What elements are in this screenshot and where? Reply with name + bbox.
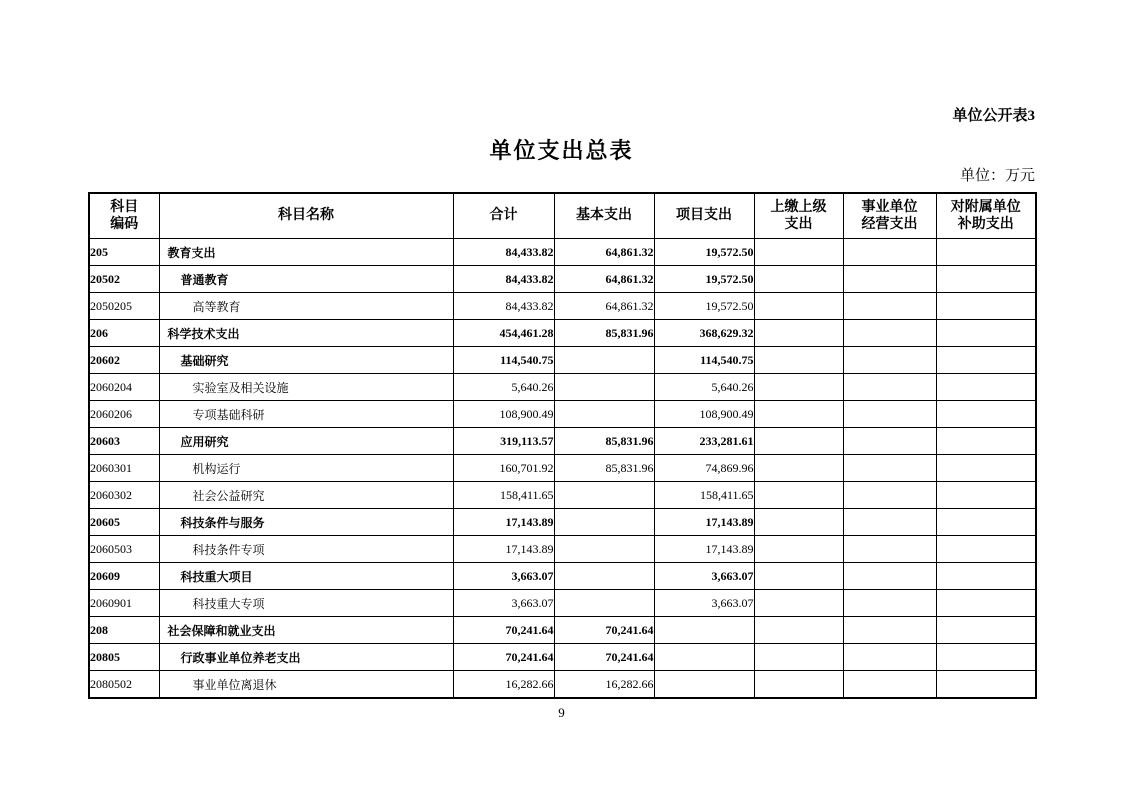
project-expense-cell: 5,640.26 <box>654 374 754 401</box>
name-cell: 普通教育 <box>159 266 453 293</box>
upper-remit-cell <box>754 644 843 671</box>
code-cell: 2060901 <box>89 590 159 617</box>
code-cell: 2060301 <box>89 455 159 482</box>
upper-remit-cell <box>754 563 843 590</box>
subsidy-expense-cell <box>936 671 1036 699</box>
subsidy-expense-cell <box>936 536 1036 563</box>
subsidy-expense-cell <box>936 401 1036 428</box>
column-header-line: 编码 <box>110 217 139 232</box>
project-expense-cell: 3,663.07 <box>654 563 754 590</box>
upper-remit-cell <box>754 320 843 347</box>
column-header-subsidy <box>936 193 1036 239</box>
project-expense-cell: 114,540.75 <box>654 347 754 374</box>
project-expense-cell <box>654 617 754 644</box>
business-expense-cell <box>843 536 936 563</box>
project-expense-cell: 158,411.65 <box>654 482 754 509</box>
basic-expense-cell: 70,241.64 <box>554 617 654 644</box>
basic-expense-cell: 64,861.32 <box>554 293 654 320</box>
subsidy-expense-cell <box>936 509 1036 536</box>
column-header-line: 科目名称 <box>278 208 334 224</box>
column-header-line: 经营支出 <box>861 217 918 232</box>
column-header-name <box>159 193 453 239</box>
project-expense-cell <box>654 644 754 671</box>
business-expense-cell <box>843 428 936 455</box>
code-cell: 2060302 <box>89 482 159 509</box>
business-expense-cell <box>843 509 936 536</box>
code-cell: 20602 <box>89 347 159 374</box>
business-expense-cell <box>843 401 936 428</box>
subsidy-expense-cell <box>936 563 1036 590</box>
total-cell: 3,663.07 <box>453 590 554 617</box>
subsidy-expense-cell <box>936 347 1036 374</box>
subsidy-expense-cell <box>936 590 1036 617</box>
upper-remit-cell <box>754 428 843 455</box>
code-cell: 20502 <box>89 266 159 293</box>
basic-expense-cell: 85,831.96 <box>554 320 654 347</box>
upper-remit-cell <box>754 293 843 320</box>
upper-remit-cell <box>754 239 843 266</box>
name-cell: 科技条件专项 <box>159 536 453 563</box>
code-cell: 20805 <box>89 644 159 671</box>
column-header-line: 对附属单位 <box>950 199 1021 215</box>
name-cell: 实验室及相关设施 <box>159 374 453 401</box>
table-row <box>89 293 1036 320</box>
upper-remit-cell <box>754 617 843 644</box>
total-cell: 160,701.92 <box>453 455 554 482</box>
table-body <box>89 239 1036 699</box>
upper-remit-cell <box>754 671 843 699</box>
business-expense-cell <box>843 455 936 482</box>
total-cell: 70,241.64 <box>453 644 554 671</box>
table-row <box>89 482 1036 509</box>
table-row <box>89 644 1036 671</box>
column-header-basic <box>554 193 654 239</box>
basic-expense-cell: 85,831.96 <box>554 455 654 482</box>
column-header-line: 上缴上级 <box>770 199 827 215</box>
subsidy-expense-cell <box>936 266 1036 293</box>
project-expense-cell <box>654 671 754 699</box>
total-cell: 5,640.26 <box>453 374 554 401</box>
total-cell: 17,143.89 <box>453 536 554 563</box>
total-cell: 16,282.66 <box>453 671 554 699</box>
upper-remit-cell <box>754 509 843 536</box>
basic-expense-cell: 64,861.32 <box>554 239 654 266</box>
basic-expense-cell <box>554 590 654 617</box>
code-cell: 20609 <box>89 563 159 590</box>
column-header-upper <box>754 193 843 239</box>
table-row <box>89 266 1036 293</box>
total-cell: 84,433.82 <box>453 266 554 293</box>
name-cell: 科技重大专项 <box>159 590 453 617</box>
name-cell: 社会保障和就业支出 <box>159 617 453 644</box>
column-header-line: 补助支出 <box>957 217 1014 232</box>
business-expense-cell <box>843 590 936 617</box>
name-cell: 教育支出 <box>159 239 453 266</box>
column-header-line: 事业单位 <box>861 199 918 215</box>
name-cell: 基础研究 <box>159 347 453 374</box>
column-header-line: 支出 <box>784 217 813 232</box>
total-cell: 84,433.82 <box>453 293 554 320</box>
upper-remit-cell <box>754 347 843 374</box>
code-cell: 2060206 <box>89 401 159 428</box>
total-cell: 70,241.64 <box>453 617 554 644</box>
project-expense-cell: 19,572.50 <box>654 293 754 320</box>
basic-expense-cell: 85,831.96 <box>554 428 654 455</box>
code-cell: 2060204 <box>89 374 159 401</box>
name-cell: 机构运行 <box>159 455 453 482</box>
name-cell: 专项基础科研 <box>159 401 453 428</box>
subsidy-expense-cell <box>936 482 1036 509</box>
column-header-line: 项目支出 <box>676 208 732 224</box>
project-expense-cell: 368,629.32 <box>654 320 754 347</box>
total-cell: 158,411.65 <box>453 482 554 509</box>
name-cell: 行政事业单位养老支出 <box>159 644 453 671</box>
total-cell: 84,433.82 <box>453 239 554 266</box>
code-cell: 2050205 <box>89 293 159 320</box>
column-header-line: 合计 <box>489 208 518 224</box>
subsidy-expense-cell <box>936 374 1036 401</box>
unit-note: 单位：万元 <box>959 168 1035 184</box>
code-cell: 2080502 <box>89 671 159 699</box>
business-expense-cell <box>843 644 936 671</box>
table-row <box>89 401 1036 428</box>
code-cell: 206 <box>89 320 159 347</box>
upper-remit-cell <box>754 536 843 563</box>
total-cell: 3,663.07 <box>453 563 554 590</box>
table-row <box>89 536 1036 563</box>
column-header-business <box>843 193 936 239</box>
column-header-line: 科目 <box>110 199 139 215</box>
project-expense-cell: 17,143.89 <box>654 509 754 536</box>
subsidy-expense-cell <box>936 617 1036 644</box>
upper-remit-cell <box>754 374 843 401</box>
business-expense-cell <box>843 482 936 509</box>
project-expense-cell: 108,900.49 <box>654 401 754 428</box>
business-expense-cell <box>843 320 936 347</box>
subsidy-expense-cell <box>936 428 1036 455</box>
basic-expense-cell <box>554 563 654 590</box>
subsidy-expense-cell <box>936 239 1036 266</box>
upper-remit-cell <box>754 590 843 617</box>
business-expense-cell <box>843 671 936 699</box>
code-cell: 2060503 <box>89 536 159 563</box>
code-cell: 208 <box>89 617 159 644</box>
page-title: 单位支出总表 <box>489 138 634 163</box>
name-cell: 应用研究 <box>159 428 453 455</box>
doc-form-label: 单位公开表3 <box>952 108 1035 124</box>
column-header-total <box>453 193 554 239</box>
table-row <box>89 590 1036 617</box>
total-cell: 108,900.49 <box>453 401 554 428</box>
business-expense-cell <box>843 293 936 320</box>
column-header-project <box>654 193 754 239</box>
subsidy-expense-cell <box>936 293 1036 320</box>
business-expense-cell <box>843 563 936 590</box>
table-row <box>89 617 1036 644</box>
column-header-code <box>89 193 159 239</box>
total-cell: 319,113.57 <box>453 428 554 455</box>
table-row <box>89 428 1036 455</box>
upper-remit-cell <box>754 455 843 482</box>
table-row <box>89 563 1036 590</box>
column-header-line: 基本支出 <box>576 208 632 224</box>
subsidy-expense-cell <box>936 455 1036 482</box>
total-cell: 17,143.89 <box>453 509 554 536</box>
code-cell: 20603 <box>89 428 159 455</box>
project-expense-cell: 19,572.50 <box>654 266 754 293</box>
name-cell: 事业单位离退休 <box>159 671 453 699</box>
basic-expense-cell <box>554 374 654 401</box>
basic-expense-cell: 16,282.66 <box>554 671 654 699</box>
business-expense-cell <box>843 239 936 266</box>
project-expense-cell: 3,663.07 <box>654 590 754 617</box>
upper-remit-cell <box>754 482 843 509</box>
basic-expense-cell <box>554 401 654 428</box>
table-row <box>89 347 1036 374</box>
basic-expense-cell <box>554 347 654 374</box>
table-row <box>89 374 1036 401</box>
name-cell: 社会公益研究 <box>159 482 453 509</box>
expenditure-summary-table <box>88 192 1037 699</box>
table-row <box>89 320 1036 347</box>
business-expense-cell <box>843 266 936 293</box>
project-expense-cell: 19,572.50 <box>654 239 754 266</box>
table-row <box>89 671 1036 699</box>
upper-remit-cell <box>754 401 843 428</box>
project-expense-cell: 17,143.89 <box>654 536 754 563</box>
basic-expense-cell <box>554 482 654 509</box>
total-cell: 114,540.75 <box>453 347 554 374</box>
business-expense-cell <box>843 347 936 374</box>
name-cell: 科技重大项目 <box>159 563 453 590</box>
subsidy-expense-cell <box>936 644 1036 671</box>
table-row <box>89 455 1036 482</box>
basic-expense-cell: 70,241.64 <box>554 644 654 671</box>
name-cell: 高等教育 <box>159 293 453 320</box>
business-expense-cell <box>843 617 936 644</box>
project-expense-cell: 233,281.61 <box>654 428 754 455</box>
code-cell: 20605 <box>89 509 159 536</box>
upper-remit-cell <box>754 266 843 293</box>
table-row <box>89 239 1036 266</box>
project-expense-cell: 74,869.96 <box>654 455 754 482</box>
name-cell: 科学技术支出 <box>159 320 453 347</box>
basic-expense-cell <box>554 536 654 563</box>
code-cell: 205 <box>89 239 159 266</box>
page-number: 9 <box>558 705 565 720</box>
business-expense-cell <box>843 374 936 401</box>
total-cell: 454,461.28 <box>453 320 554 347</box>
subsidy-expense-cell <box>936 320 1036 347</box>
table-row <box>89 509 1036 536</box>
basic-expense-cell <box>554 509 654 536</box>
name-cell: 科技条件与服务 <box>159 509 453 536</box>
basic-expense-cell: 64,861.32 <box>554 266 654 293</box>
table-header-row <box>89 193 1036 239</box>
